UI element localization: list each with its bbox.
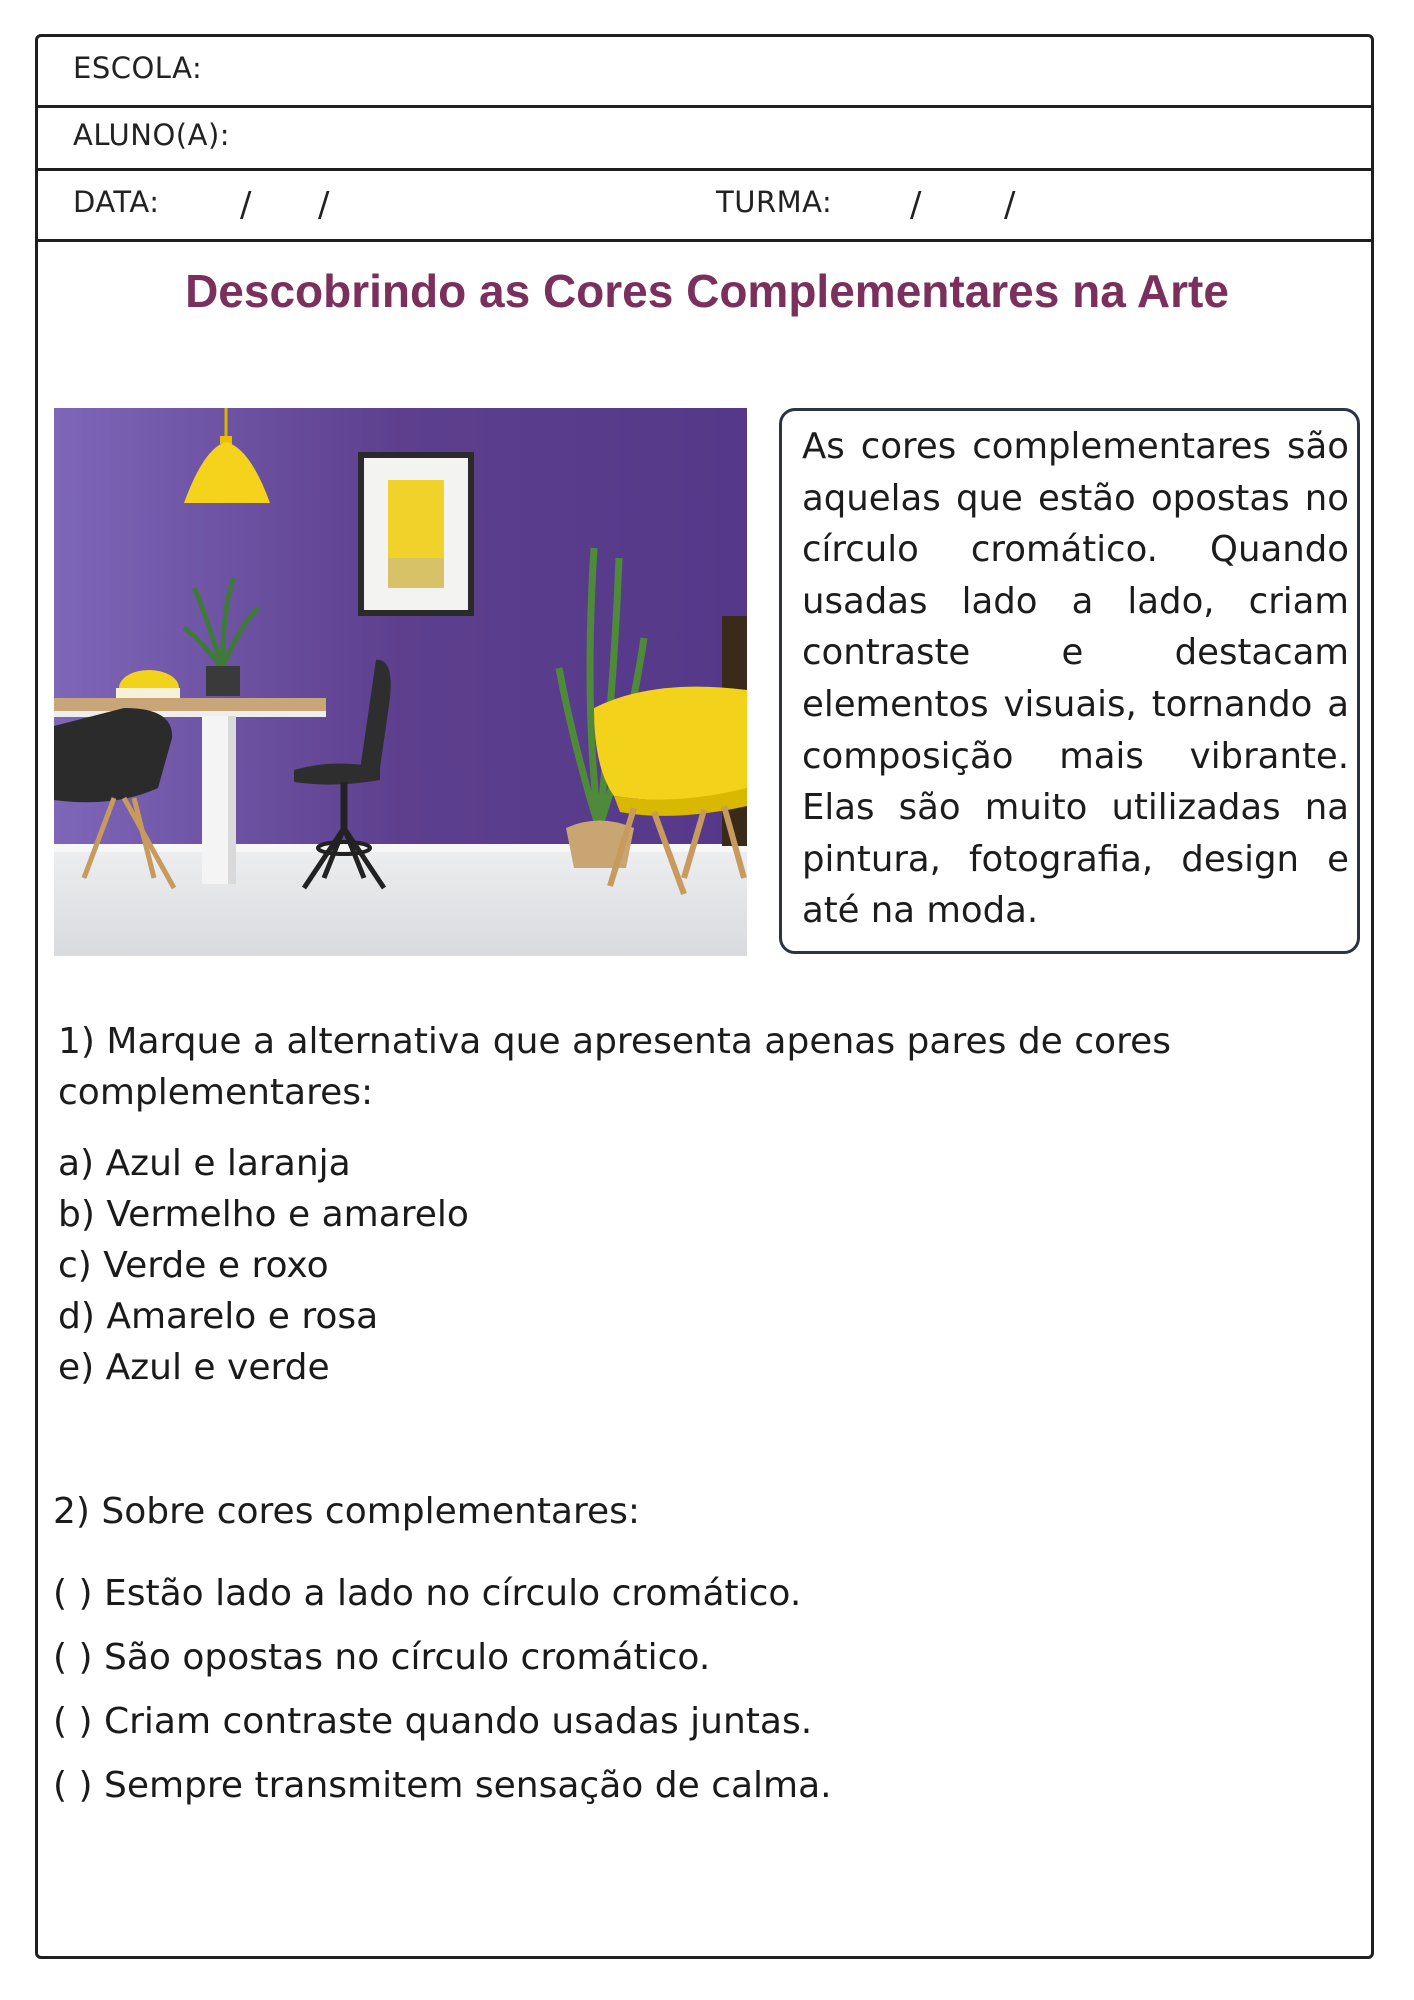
class-slash-2: / [1004,185,1016,225]
header-date-row [38,171,1371,242]
q2-statement-3[interactable]: ( ) Criam contraste quando usadas juntas. [53,1701,813,1742]
q1-option-e[interactable]: e) Azul e verde [58,1347,330,1388]
question-1-options [58,1138,469,1393]
q1-option-d[interactable]: d) Amarelo e rosa [58,1296,379,1337]
q2-statement-2[interactable]: ( ) São opostas no círculo cromático. [53,1637,711,1678]
q2-statement-4[interactable]: ( ) Sempre transmitem sensação de calma. [53,1765,832,1806]
class-label: TURMA: [716,185,833,219]
q1-option-c[interactable]: c) Verde e roxo [58,1245,329,1286]
question-2-options [53,1562,832,1818]
intro-textbox: As cores complementares são aquelas que estão opostas no círculo cromático. Quando usadas lado a lado, criam contraste e destacam elementos visuais, tornando a composição mais vibrante. Elas são muito utilizadas na pintura, fotografia, design e até na moda. [779,408,1360,954]
q2-statement-1[interactable]: ( ) Estão lado a lado no círculo cromático. [53,1573,802,1614]
baseboard [54,844,747,852]
q1-option-b[interactable]: b) Vermelho e amarelo [58,1194,469,1235]
student-label: ALUNO(A): [73,118,231,152]
date-label: DATA: [73,185,160,219]
framed-art [358,452,474,616]
class-slash-1: / [910,185,922,225]
school-label: ESCOLA: [73,51,203,85]
header-school-row [38,37,1371,108]
date-slash-1: / [240,185,252,225]
question-2-prompt: 2) Sobre cores complementares: [53,1491,641,1532]
room-photo [54,408,747,956]
date-slash-2: / [318,185,330,225]
page-title: Descobrindo as Cores Complementares na Arte [185,265,1229,317]
header-student-row [38,108,1371,171]
q1-option-a[interactable]: a) Azul e laranja [58,1143,351,1184]
question-1-prompt: 1) Marque a alternativa que apresenta apenas pares de cores complementares: [58,1021,1171,1113]
